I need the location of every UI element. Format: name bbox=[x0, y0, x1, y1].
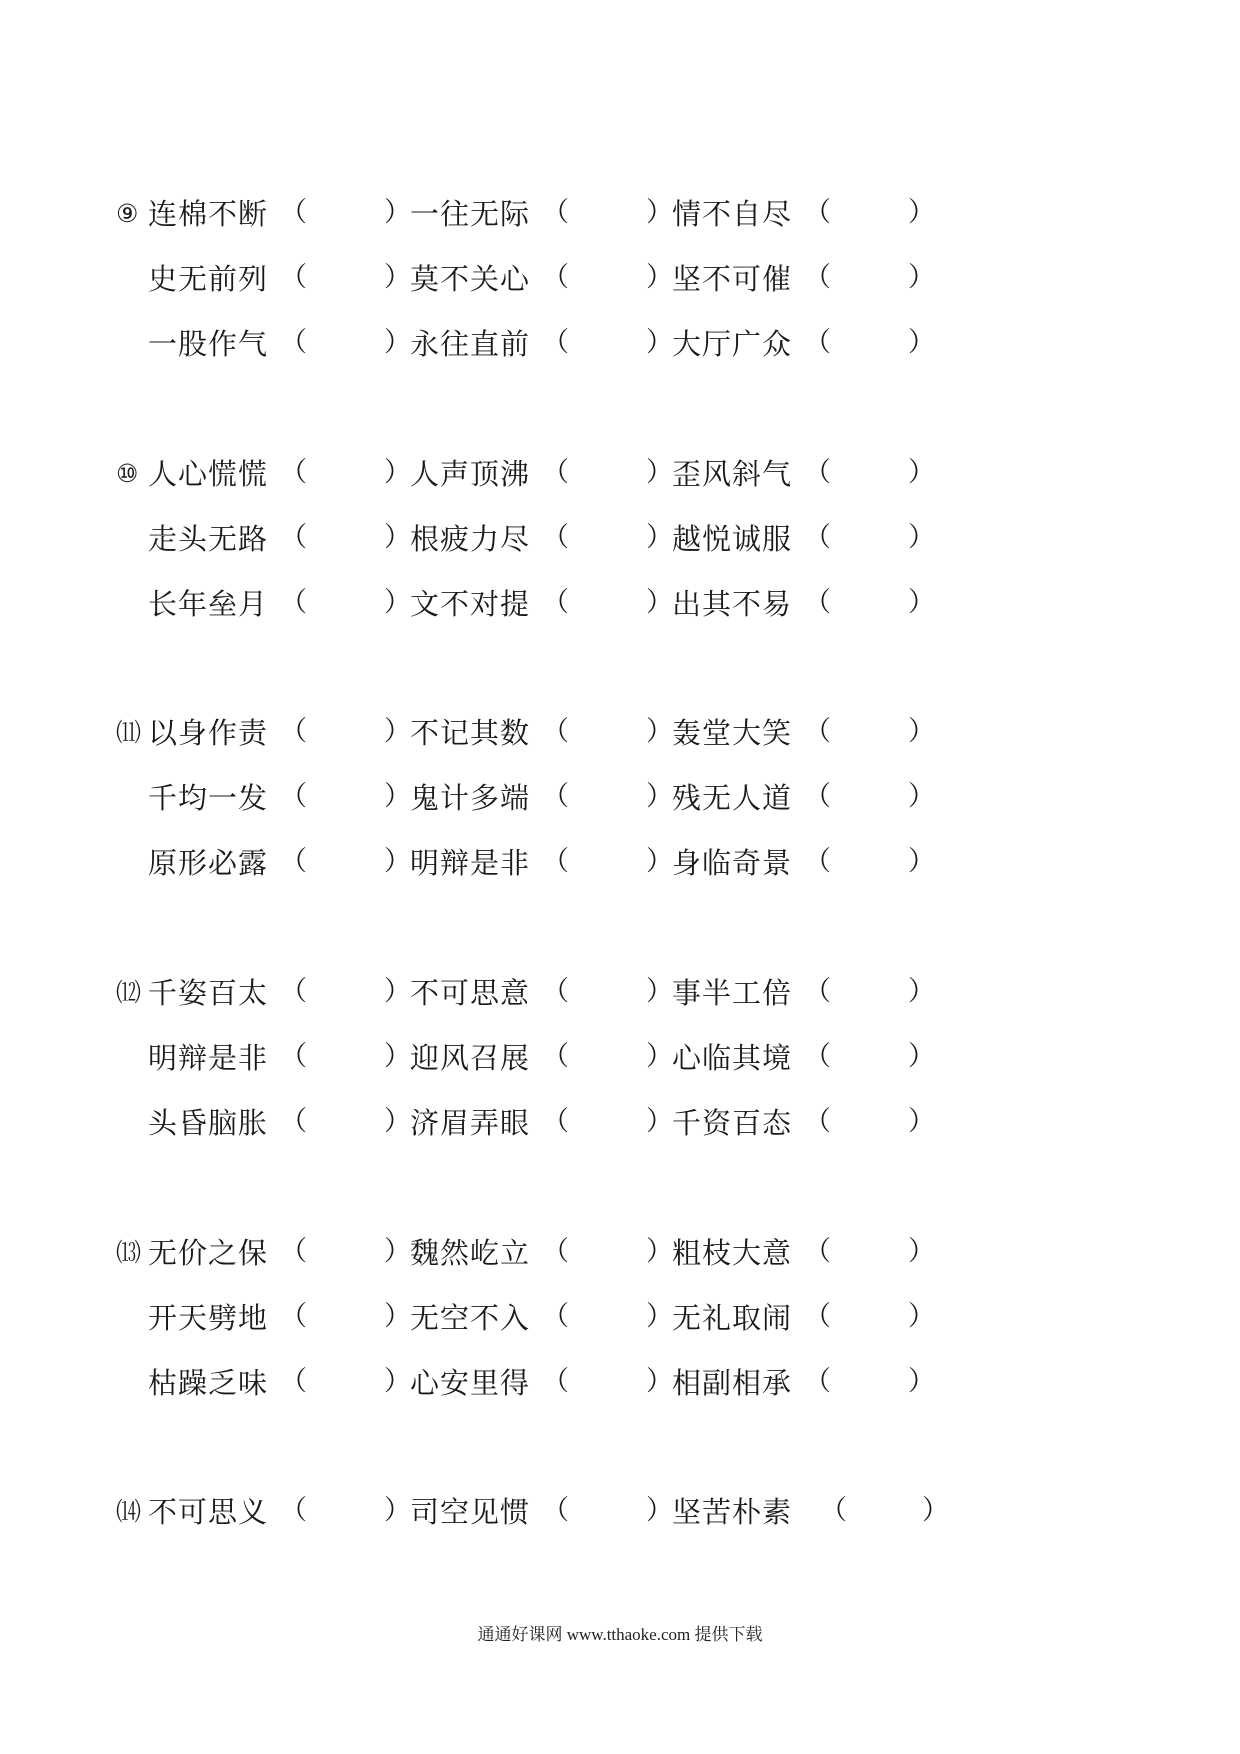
idiom-text: 济眉弄眼 bbox=[410, 1106, 531, 1140]
exercise-row bbox=[0, 509, 1240, 569]
idiom-text: 永往直前 bbox=[410, 327, 531, 361]
answer-paren-close: ） bbox=[922, 1495, 949, 1526]
answer-paren-close: ） bbox=[908, 457, 935, 488]
exercise-row bbox=[0, 1028, 1240, 1088]
answer-paren-close: ） bbox=[384, 197, 411, 228]
answer-paren-open: （ bbox=[280, 1366, 307, 1397]
answer-paren-open: （ bbox=[804, 716, 831, 747]
idiom-text: 头昏脑胀 bbox=[148, 1106, 269, 1140]
exercise-row bbox=[0, 184, 1240, 244]
answer-paren-close: ） bbox=[908, 587, 935, 618]
answer-paren-open: （ bbox=[542, 846, 569, 877]
idiom-text: 无礼取闹 bbox=[672, 1301, 793, 1335]
answer-paren-open: （ bbox=[804, 976, 831, 1007]
answer-paren-close: ） bbox=[384, 1301, 411, 1332]
answer-paren-close: ） bbox=[384, 976, 411, 1007]
answer-paren-close: ） bbox=[646, 197, 673, 228]
answer-paren-close: ） bbox=[646, 1366, 673, 1397]
answer-paren-close: ） bbox=[384, 1106, 411, 1137]
answer-paren-close: ） bbox=[646, 781, 673, 812]
answer-paren-open: （ bbox=[280, 327, 307, 358]
idiom-text: 根疲力尽 bbox=[410, 522, 531, 556]
answer-paren-open: （ bbox=[280, 781, 307, 812]
answer-paren-open: （ bbox=[542, 457, 569, 488]
answer-paren-open: （ bbox=[804, 457, 831, 488]
answer-paren-open: （ bbox=[804, 781, 831, 812]
answer-paren-close: ） bbox=[384, 327, 411, 358]
idiom-text: 鬼计多端 bbox=[410, 781, 531, 815]
idiom-text: 明辩是非 bbox=[148, 1041, 269, 1075]
answer-paren-open: （ bbox=[280, 522, 307, 553]
answer-paren-open: （ bbox=[542, 522, 569, 553]
idiom-text: 人声顶沸 bbox=[410, 457, 531, 491]
answer-paren-close: ） bbox=[908, 781, 935, 812]
answer-paren-open: （ bbox=[542, 1236, 569, 1267]
idiom-text: 明辩是非 bbox=[410, 846, 531, 880]
answer-paren-close: ） bbox=[908, 976, 935, 1007]
answer-paren-close: ） bbox=[646, 327, 673, 358]
answer-paren-close: ） bbox=[908, 197, 935, 228]
idiom-text: 歪风斜气 bbox=[672, 457, 793, 491]
answer-paren-close: ） bbox=[646, 262, 673, 293]
idiom-text: 迎风召展 bbox=[410, 1041, 531, 1075]
answer-paren-open: （ bbox=[280, 262, 307, 293]
idiom-text: 无空不入 bbox=[410, 1301, 531, 1335]
answer-paren-open: （ bbox=[804, 522, 831, 553]
answer-paren-open: （ bbox=[280, 1106, 307, 1137]
exercise-row bbox=[0, 1288, 1240, 1348]
answer-paren-open: （ bbox=[280, 716, 307, 747]
answer-paren-close: ） bbox=[646, 457, 673, 488]
answer-paren-open: （ bbox=[280, 1301, 307, 1332]
idiom-text: 长年垒月 bbox=[148, 587, 269, 621]
answer-paren-open: （ bbox=[280, 457, 307, 488]
answer-paren-close: ） bbox=[384, 716, 411, 747]
exercise-row bbox=[0, 1223, 1240, 1283]
exercise-row bbox=[0, 703, 1240, 763]
answer-paren-close: ） bbox=[646, 1106, 673, 1137]
answer-paren-open: （ bbox=[280, 587, 307, 618]
answer-paren-close: ） bbox=[384, 262, 411, 293]
answer-paren-close: ） bbox=[384, 522, 411, 553]
idiom-text: 原形必露 bbox=[148, 846, 269, 880]
idiom-text: 出其不易 bbox=[672, 587, 793, 621]
answer-paren-open: （ bbox=[542, 587, 569, 618]
answer-paren-open: （ bbox=[804, 1236, 831, 1267]
exercise-row bbox=[0, 314, 1240, 374]
exercise-row bbox=[0, 1353, 1240, 1413]
answer-paren-open: （ bbox=[804, 587, 831, 618]
idiom-text: 情不自尽 bbox=[672, 197, 793, 231]
answer-paren-close: ） bbox=[908, 716, 935, 747]
answer-paren-open: （ bbox=[804, 1366, 831, 1397]
idiom-text: 粗枝大意 bbox=[672, 1236, 793, 1270]
answer-paren-open: （ bbox=[804, 327, 831, 358]
answer-paren-close: ） bbox=[646, 1495, 673, 1526]
idiom-text: 心临其境 bbox=[672, 1041, 793, 1075]
answer-paren-close: ） bbox=[384, 846, 411, 877]
idiom-text: 大厅广众 bbox=[672, 327, 793, 361]
idiom-text: 身临奇景 bbox=[672, 846, 793, 880]
answer-paren-close: ） bbox=[908, 846, 935, 877]
answer-paren-close: ） bbox=[646, 1236, 673, 1267]
exercise-row bbox=[0, 574, 1240, 634]
exercise-row bbox=[0, 833, 1240, 893]
answer-paren-close: ） bbox=[908, 262, 935, 293]
answer-paren-close: ） bbox=[384, 587, 411, 618]
answer-paren-open: （ bbox=[804, 846, 831, 877]
answer-paren-close: ） bbox=[384, 457, 411, 488]
exercise-row bbox=[0, 1482, 1240, 1542]
answer-paren-open: （ bbox=[804, 1041, 831, 1072]
answer-paren-open: （ bbox=[280, 1041, 307, 1072]
answer-paren-open: （ bbox=[542, 262, 569, 293]
idiom-text: 一股作气 bbox=[148, 327, 269, 361]
answer-paren-open: （ bbox=[542, 1301, 569, 1332]
idiom-text: 越悦诚服 bbox=[672, 522, 793, 556]
answer-paren-open: （ bbox=[280, 197, 307, 228]
answer-paren-open: （ bbox=[804, 1106, 831, 1137]
answer-paren-close: ） bbox=[646, 716, 673, 747]
idiom-text: 不可思义 bbox=[148, 1495, 269, 1529]
idiom-text: 不可思意 bbox=[410, 976, 531, 1010]
exercise-row bbox=[0, 1093, 1240, 1153]
idiom-text: 一往无际 bbox=[410, 197, 531, 231]
answer-paren-open: （ bbox=[542, 197, 569, 228]
answer-paren-open: （ bbox=[542, 327, 569, 358]
answer-paren-open: （ bbox=[280, 846, 307, 877]
answer-paren-open: （ bbox=[542, 1106, 569, 1137]
idiom-text: 无价之保 bbox=[148, 1236, 269, 1270]
answer-paren-close: ） bbox=[646, 1041, 673, 1072]
idiom-text: 坚苦朴素 bbox=[672, 1495, 793, 1529]
answer-paren-close: ） bbox=[908, 1106, 935, 1137]
idiom-text: 千资百态 bbox=[672, 1106, 793, 1140]
answer-paren-close: ） bbox=[384, 1236, 411, 1267]
answer-paren-open: （ bbox=[542, 716, 569, 747]
answer-paren-close: ） bbox=[384, 1495, 411, 1526]
answer-paren-close: ） bbox=[646, 846, 673, 877]
answer-paren-open: （ bbox=[280, 1495, 307, 1526]
idiom-text: 事半工倍 bbox=[672, 976, 793, 1010]
answer-paren-close: ） bbox=[908, 522, 935, 553]
idiom-text: 文不对提 bbox=[410, 587, 531, 621]
idiom-text: 千姿百太 bbox=[148, 976, 269, 1010]
answer-paren-close: ） bbox=[646, 1301, 673, 1332]
idiom-text: 相副相承 bbox=[672, 1366, 793, 1400]
group-number: ⑩ bbox=[116, 459, 137, 488]
idiom-text: 残无人道 bbox=[672, 781, 793, 815]
idiom-text: 走头无路 bbox=[148, 522, 269, 556]
footer-credit: 通通好课网 www.tthaoke.com 提供下载 bbox=[477, 1625, 763, 1644]
answer-paren-close: ） bbox=[908, 1301, 935, 1332]
idiom-text: 人心慌慌 bbox=[148, 457, 269, 491]
idiom-text: 司空见惯 bbox=[410, 1495, 531, 1529]
answer-paren-close: ） bbox=[384, 1366, 411, 1397]
idiom-text: 魏然屹立 bbox=[410, 1236, 531, 1270]
answer-paren-close: ） bbox=[646, 522, 673, 553]
answer-paren-open: （ bbox=[542, 1366, 569, 1397]
group-number: ⑾ bbox=[116, 718, 140, 747]
answer-paren-close: ） bbox=[384, 781, 411, 812]
exercise-row bbox=[0, 768, 1240, 828]
exercise-row bbox=[0, 963, 1240, 1023]
exercise-row bbox=[0, 444, 1240, 504]
group-number: ⒀ bbox=[116, 1238, 140, 1267]
answer-paren-close: ） bbox=[646, 587, 673, 618]
answer-paren-open: （ bbox=[804, 197, 831, 228]
answer-paren-open: （ bbox=[542, 976, 569, 1007]
idiom-text: 以身作责 bbox=[148, 716, 269, 750]
idiom-text: 坚不可催 bbox=[672, 262, 793, 296]
idiom-text: 心安里得 bbox=[410, 1366, 531, 1400]
idiom-text: 连棉不断 bbox=[148, 197, 269, 231]
answer-paren-close: ） bbox=[908, 1366, 935, 1397]
idiom-text: 不记其数 bbox=[410, 716, 531, 750]
exercise-row bbox=[0, 249, 1240, 309]
idiom-text: 枯躁乏味 bbox=[148, 1366, 269, 1400]
idiom-text: 史无前列 bbox=[148, 262, 269, 296]
answer-paren-close: ） bbox=[646, 976, 673, 1007]
idiom-text: 轰堂大笑 bbox=[672, 716, 793, 750]
answer-paren-close: ） bbox=[908, 327, 935, 358]
idiom-text: 莫不关心 bbox=[410, 262, 531, 296]
answer-paren-open: （ bbox=[542, 1495, 569, 1526]
group-number: ⒁ bbox=[116, 1497, 140, 1526]
answer-paren-open: （ bbox=[280, 1236, 307, 1267]
idiom-text: 千均一发 bbox=[148, 781, 269, 815]
answer-paren-close: ） bbox=[908, 1236, 935, 1267]
answer-paren-open: （ bbox=[804, 1301, 831, 1332]
idiom-text: 开天劈地 bbox=[148, 1301, 269, 1335]
answer-paren-open: （ bbox=[280, 976, 307, 1007]
answer-paren-close: ） bbox=[908, 1041, 935, 1072]
answer-paren-open: （ bbox=[542, 1041, 569, 1072]
group-number: ⑿ bbox=[116, 978, 140, 1007]
answer-paren-open: （ bbox=[820, 1495, 847, 1526]
group-number: ⑨ bbox=[116, 199, 137, 228]
answer-paren-open: （ bbox=[542, 781, 569, 812]
answer-paren-open: （ bbox=[804, 262, 831, 293]
answer-paren-close: ） bbox=[384, 1041, 411, 1072]
